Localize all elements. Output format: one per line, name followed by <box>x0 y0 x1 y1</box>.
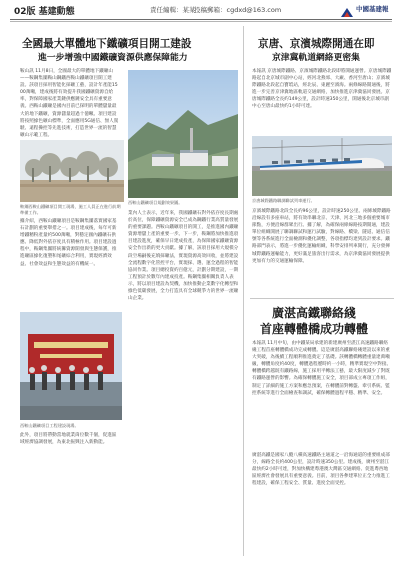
left-article-body-3: 此外，項目將帶動當地就業崗位數千個，促進區域經濟協調發展，為東北振興注入新動能。 <box>20 433 117 446</box>
right-bottom-body-1: 本報訊 11月中旬，由中鐵某局承建的新建廣州至湛江高速鐵路聯絡綫工程首座轉體橋成功完成轉體。這是廣湛高鐵聯絡綫建設以來的重大突破，為後續工程順利推進奠定了基礎。該轉體橋轉體重量達萬噸級，轉體角度約40度，轉體過程歷時約一小時，精準實現空中對接。轉體橋跨越既有鐵路線，施工採用平轉法工藝，最大限度減少了對既有鐵路運營的影響。為確保轉體施工安全，項目部成立專項工作組，制定了詳細的施工方案和應急預案，在轉體前對轉盤、牽引系統、監控系統等進行全面檢查和調試，確保轉體過程平穩、精準、安全。 <box>252 341 392 396</box>
section-divider <box>243 26 244 556</box>
right-bottom-body-2: 廣湛高鐵是國家八縱八橫高速鐵路主通道之一沿海通道的重要組成部分，線路全長約400公里，設計時速350公里。建成後，廣州至湛江最快約2小時可達，對加快構建粵港澳大灣區交通網絡、促進粵西地區經濟社會發展具有重要意義。目前，項目各參建單位正全力推進工程建設，確保工程安全、質量、進度全面受控。 <box>252 453 390 487</box>
photo-caption-3: 西鞍山鐵礦項目規劃效果圖。 <box>128 200 183 205</box>
right-bottom-subtitle: 首座轉體橋成功轉體 <box>260 322 369 336</box>
submission-email: 投稿郵箱：cgdxd@163.com <box>194 6 282 14</box>
editor-credit: 責任編輯：某某 <box>150 6 196 14</box>
left-article-body-intro: 鞍山訊 11月8日，全國最大的單體地下鐵礦山——鞍鋼集團鞍山鋼鐵西鞍山鐵礦項目開工建設。該項目採用智能化採礦工藝，設計年產能1500萬噸，建成後將有效提升我國鐵礦資源自給率，對保障國家產業鏈供應鏈安全具有重要意義。西鞍山鐵礦是國內目前已探明的單體儲量最大的地下鐵礦，資源儲量超過十億噸。項目建設將按照綠色礦山標準，全面應用5G通信、無人駕駛、遠程操控等先進技術，打造世界一流的智慧礦山示範工程。 <box>20 69 119 138</box>
photo-caption-train: 京唐城際鐵路聯調聯試列車運行。 <box>252 198 315 203</box>
left-article-subtitle: 進一步增強中國鐵礦資源供應保障能力 <box>38 53 188 63</box>
left-article-title: 全國最大單體地下鐵礦項目開工建設 <box>22 38 192 50</box>
left-article-body-2: 據介紹，西鞍山鐵礦項目是鞍鋼集團落實國家基石計劃的重要舉措之一。項目建成後，每年可新增鐵精粉產量約500萬噸，對穩定國內鐵礦石供應、降低對外依存度具有積極作用。項目建設過程中，鞍鋼集團將統籌資源開發與生態保護，推進礦區綠化復墾和尾礦綜合利用，實現經濟效益、社會效益和生態效益的有機統一。 <box>20 219 117 267</box>
logo-mark-icon <box>340 3 354 14</box>
photo-rendering <box>128 70 238 198</box>
left-article-body-col2: 業內人士表示，近年來，我國鐵礦石對外依存度長期處於高位，保障鐵礦資源安全已成為鋼鐵行業高質量發展的重要課題。西鞍山鐵礦項目的開工，是推進國內鐵礦資源增儲上產的重要一步。下一步，鞍鋼將加快推進項目建設進度，確保早日建成投產，為保障國家鐵礦資源安全作出新的更大貢獻。據了解，該項目採用大規模分段空場嗣後充填採礦法，實現資源高效回收，並將建設全流程數字化管控平台，實現採、選、運全過程的智能協同作業。項目總投資約百億元，計劃分期建設，一期工程預計於數年內建成投產。鞍鋼集團相關負責人表示，將以項目建設為契機，加快推動企業數字化轉型和綠色低碳發展，全力打造具有全球競爭力的世界一流礦山企業。 <box>128 211 239 302</box>
right-top-body-intro: 本報訊 京唐城際鐵路、京濱城際鐵路北段即將開通運營。京唐城際鐵路起自北京城市副中心站，經河北燕郊、大廠、香河至唐山；京濱城際鐵路北段起自寶坻站，經北辰、東麗至濱海。兩條線路開通後，將進一步完善京津冀地區軌道交通網絡，加快推進京津冀協同發展。京唐城際鐵路全長約149公里，設計時速350公里，開通後北京城市副中心至唐山最快約1小時可達。 <box>252 69 392 110</box>
right-top-title: 京唐、京濱城際開通在即 <box>258 38 375 50</box>
right-top-body-2: 京濱城際鐵路北段全長約96公里，設計時速250公里。兩條城際鐵路沿線設有多座車站，將有效串聯北京、天津、河北三地多個重要城市節點，方便沿線群眾出行。據了解，為確保兩條線路按期開通，建設單位組織開展了聯調聯試和運行試驗，對線路、橋梁、隧道、通信信號等各系統進行全面檢測和優化調整，各項指標均達到設計要求。鐵路部門表示，將進一步優化運輸組織，科學安排列車開行，充分發揮城際鐵路運輸能力，更好滿足旅客出行需求，為京津冀協同發展提供更加有力的交通運輸保障。 <box>252 209 391 264</box>
page-header <box>0 0 402 20</box>
header-rule <box>10 19 392 20</box>
right-top-subtitle: 京津冀軌道網絡更密集 <box>272 53 360 63</box>
logo-text: 中國基建報 <box>356 5 389 13</box>
photo-train <box>252 136 392 196</box>
right-section-divider <box>250 298 394 299</box>
photo-caption-2: 西鞍山鐵礦項目工程建設現場。 <box>20 423 79 428</box>
photo-site-trees <box>20 140 124 202</box>
header-rule-thin <box>10 21 392 22</box>
newspaper-logo <box>340 3 389 14</box>
photo-caption-1: 鞍鋼西鞍山鐵礦項目開工現場，施工人員正在進行前期準備工作。 <box>20 204 121 216</box>
photo-ceremony <box>20 312 122 420</box>
page-label: 02版 基建動態 <box>14 7 75 17</box>
right-bottom-title: 廣湛高鐵聯絡綫 <box>272 306 357 320</box>
